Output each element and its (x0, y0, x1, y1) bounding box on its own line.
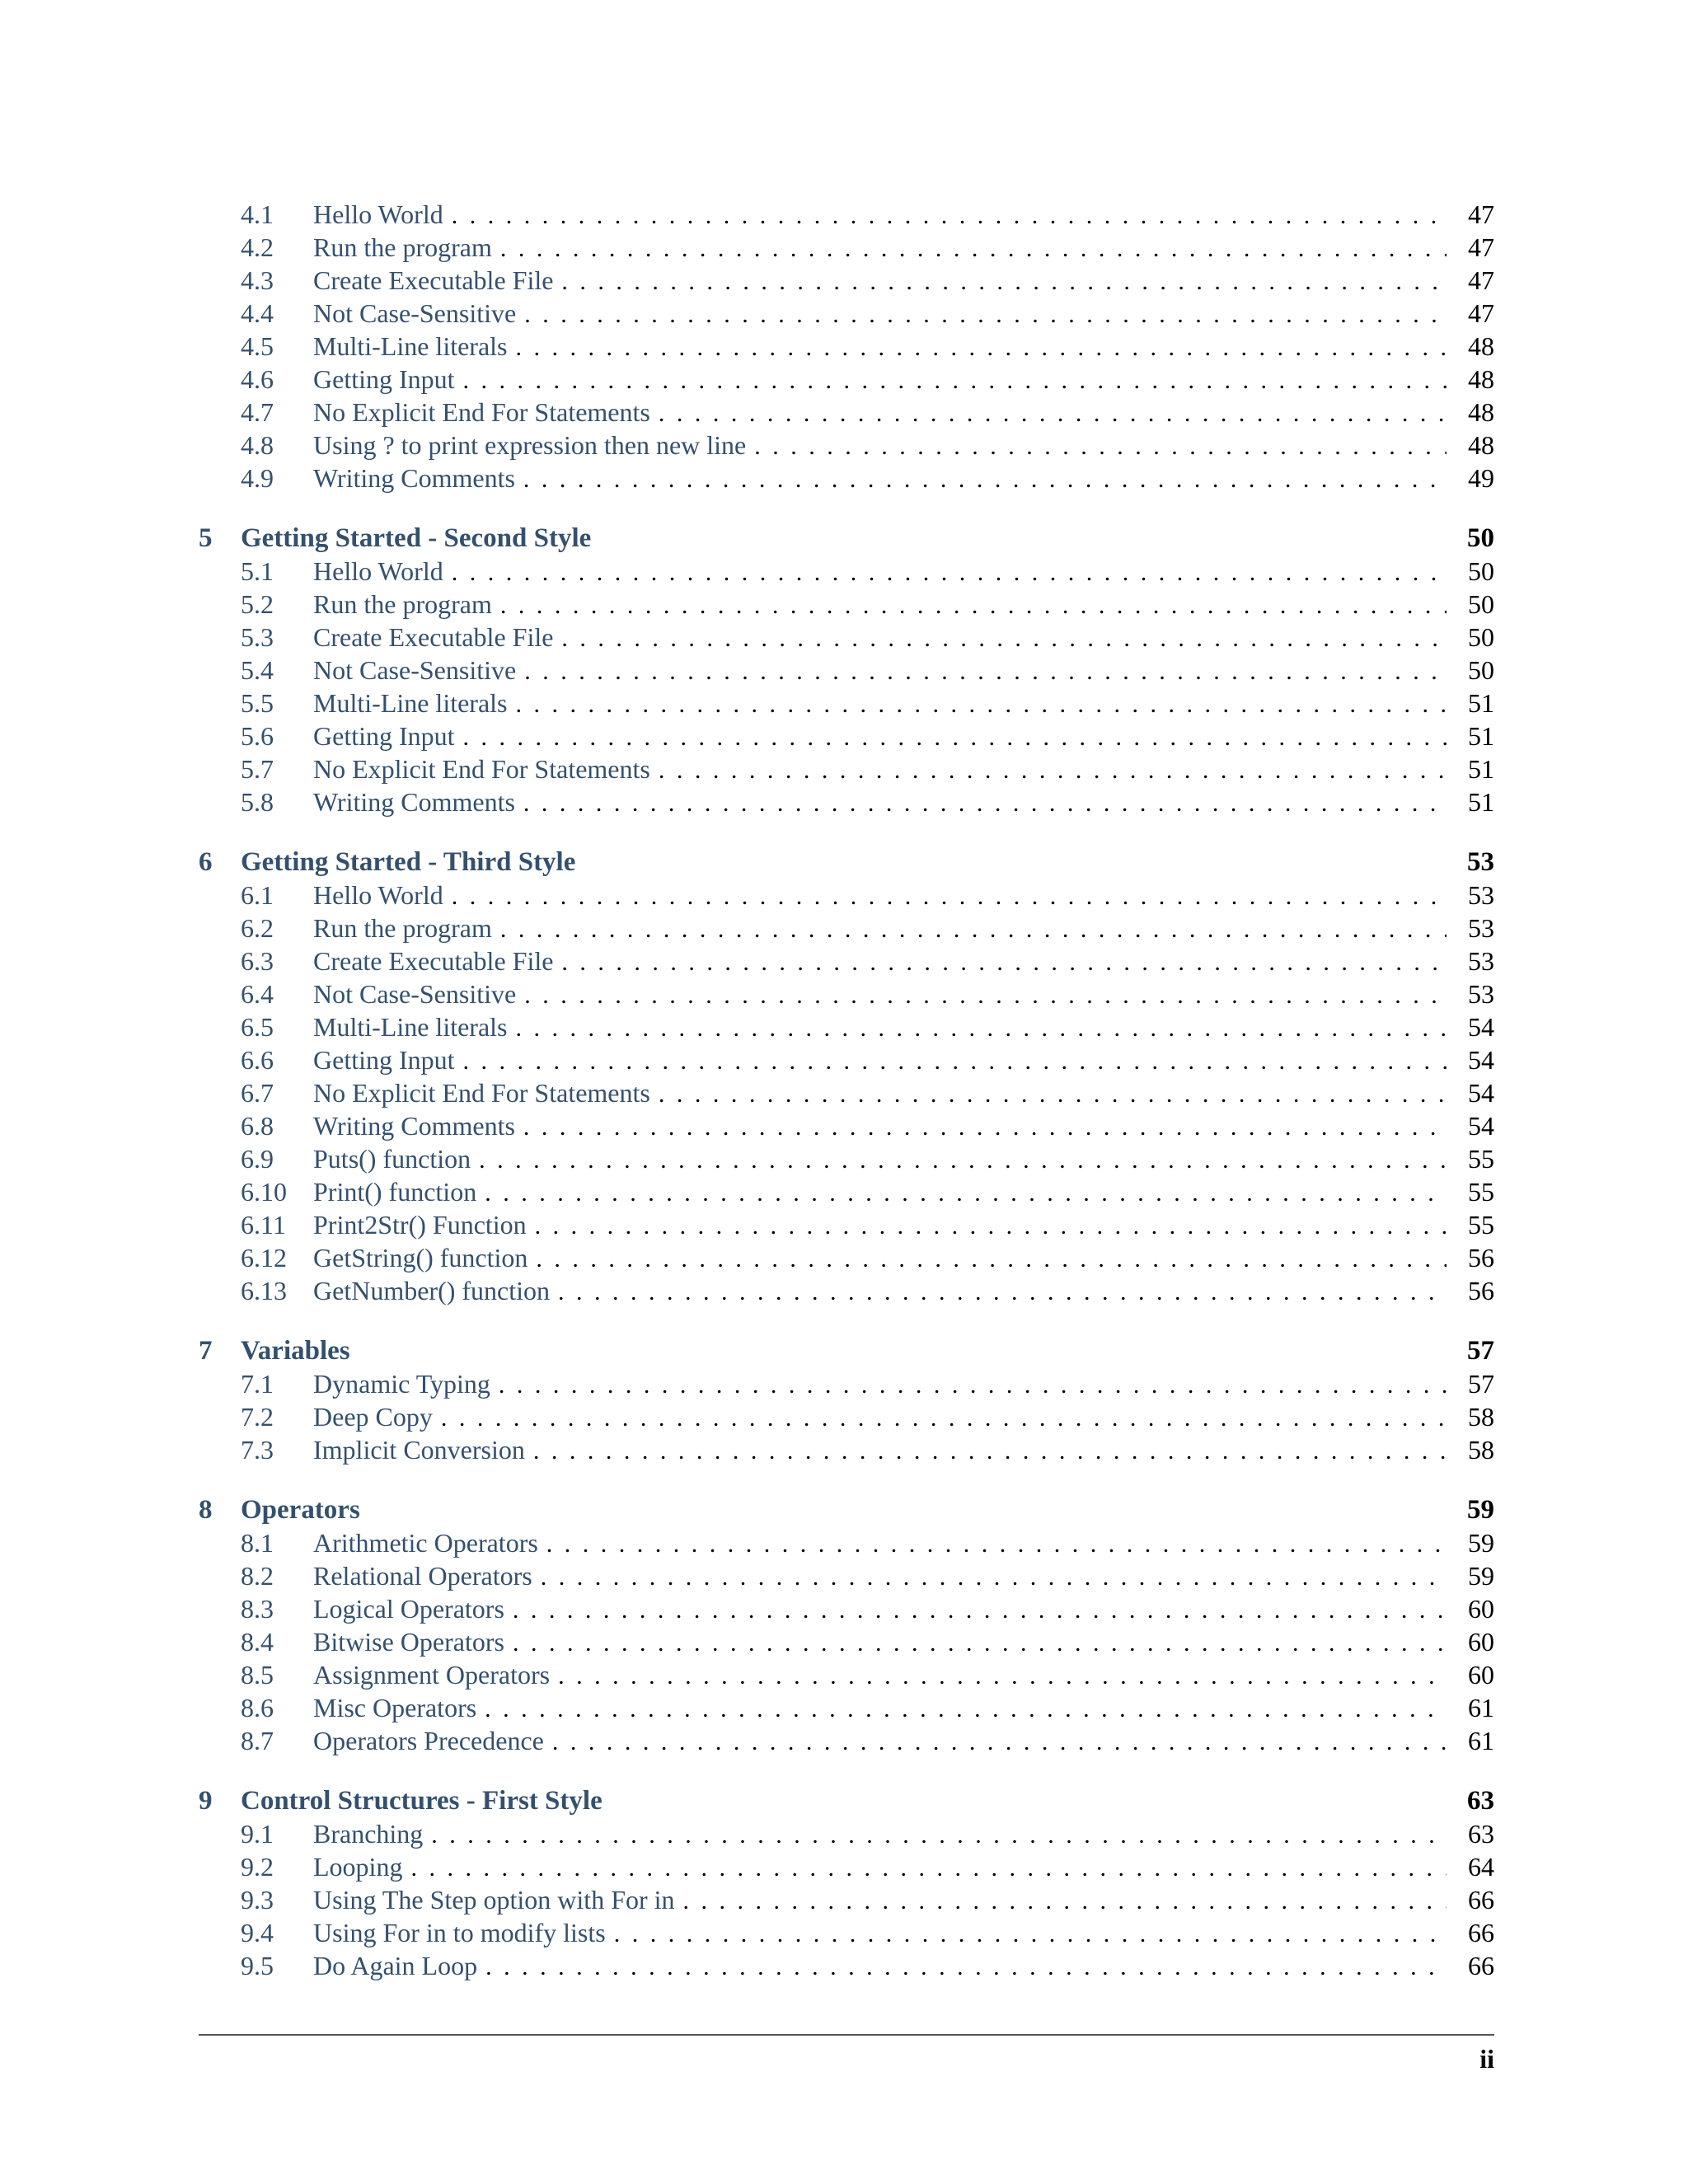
section-title: Not Case-Sensitive (313, 298, 517, 328)
section-number: 6.5 (241, 1012, 274, 1042)
table-of-contents (199, 199, 1494, 1984)
section-title: Deep Copy (313, 1402, 433, 1432)
section-title: Branching (313, 1819, 424, 1849)
dot-leader (541, 1563, 1447, 1591)
chapter-page: 59 (1467, 1495, 1494, 1525)
section-page: 63 (1468, 1819, 1494, 1849)
section-title: Multi-Line literals (313, 688, 508, 718)
section-page: 54 (1468, 1012, 1494, 1042)
section-title: GetNumber() function (313, 1276, 551, 1305)
section-title: Using For in to modify lists (313, 1918, 606, 1947)
dot-leader (659, 1080, 1447, 1108)
section-page: 53 (1468, 946, 1494, 976)
toc-section-link[interactable] (199, 1276, 1494, 1309)
section-title: Assignment Operators (313, 1660, 551, 1690)
chapter-page: 53 (1467, 847, 1494, 877)
section-number: 4.7 (241, 397, 274, 427)
dot-leader (546, 1530, 1447, 1558)
section-page: 54 (1468, 1078, 1494, 1108)
dot-leader (533, 1437, 1447, 1465)
section-number: 7.2 (241, 1402, 274, 1432)
dot-leader (524, 301, 1447, 329)
section-number: 6.3 (241, 946, 274, 976)
section-number: 9.3 (241, 1885, 274, 1915)
chapter-title: Control Structures - First Style (241, 1786, 603, 1816)
section-title: No Explicit End For Statements (313, 1078, 650, 1108)
section-page: 58 (1468, 1402, 1494, 1432)
toc-chapter (199, 199, 1494, 496)
dot-leader (485, 1695, 1447, 1723)
section-number: 6.10 (241, 1177, 287, 1207)
section-title: Writing Comments (313, 1111, 515, 1141)
dot-leader (463, 1047, 1447, 1076)
toc-section-link[interactable] (199, 430, 1494, 463)
section-page: 61 (1468, 1693, 1494, 1722)
toc-section-link[interactable] (199, 232, 1494, 265)
section-number: 8.7 (241, 1726, 274, 1755)
section-page: 51 (1468, 787, 1494, 817)
toc-section-link[interactable] (199, 1594, 1494, 1627)
section-title: Hello World (313, 556, 443, 586)
chapter-heading-link[interactable] (199, 523, 1494, 556)
section-page: 50 (1468, 622, 1494, 652)
dot-leader (523, 1113, 1447, 1141)
section-title: Using ? to print expression then new line (313, 430, 747, 460)
section-title: Print() function (313, 1177, 477, 1207)
section-page: 47 (1468, 199, 1494, 229)
section-page: 54 (1468, 1111, 1494, 1141)
toc-chapter (199, 1336, 1494, 1468)
section-title: Run the program (313, 589, 492, 619)
toc-section-link[interactable] (199, 1210, 1494, 1243)
section-page: 60 (1468, 1594, 1494, 1624)
section-number: 9.5 (241, 1951, 274, 1980)
dot-leader (561, 268, 1447, 296)
section-number: 6.8 (241, 1111, 274, 1141)
toc-section-link[interactable] (199, 1012, 1494, 1045)
section-page: 64 (1468, 1852, 1494, 1882)
dot-leader (561, 949, 1447, 977)
section-title: No Explicit End For Statements (313, 754, 650, 784)
section-number: 5.1 (241, 556, 274, 586)
section-title: Implicit Conversion (313, 1435, 525, 1465)
section-title: Operators Precedence (313, 1726, 544, 1755)
section-number: 6.1 (241, 880, 274, 910)
toc-section-link[interactable] (199, 1561, 1494, 1594)
section-number: 6.12 (241, 1243, 287, 1272)
dot-leader (523, 790, 1447, 818)
section-number: 6.11 (241, 1210, 286, 1240)
section-number: 8.5 (241, 1660, 274, 1690)
dot-leader (410, 1854, 1447, 1882)
section-number: 5.7 (241, 754, 274, 784)
section-page: 47 (1468, 232, 1494, 262)
toc-section-link[interactable] (199, 1111, 1494, 1144)
chapter-heading-link[interactable] (199, 1495, 1494, 1528)
dot-leader (659, 400, 1447, 428)
section-number: 8.2 (241, 1561, 274, 1591)
chapter-number: 6 (199, 847, 213, 877)
toc-chapter (199, 1495, 1494, 1759)
section-title: Writing Comments (313, 787, 515, 817)
dot-leader (513, 1596, 1447, 1624)
section-title: Using The Step option with For in (313, 1885, 675, 1915)
section-page: 59 (1468, 1528, 1494, 1558)
section-number: 5.4 (241, 655, 274, 685)
section-title: Bitwise Operators (313, 1627, 504, 1657)
section-title: Do Again Loop (313, 1951, 478, 1980)
dot-leader (535, 1212, 1447, 1240)
dot-leader (441, 1404, 1447, 1432)
section-page: 51 (1468, 754, 1494, 784)
section-title: GetString() function (313, 1243, 528, 1272)
section-page: 47 (1468, 298, 1494, 328)
section-number: 6.4 (241, 979, 274, 1009)
dot-leader (485, 1953, 1447, 1981)
toc-chapter (199, 523, 1494, 820)
section-title: Create Executable File (313, 622, 554, 652)
section-number: 6.9 (241, 1144, 274, 1174)
dot-leader (614, 1920, 1447, 1948)
section-number: 6.6 (241, 1045, 274, 1075)
toc-section-link[interactable] (199, 913, 1494, 946)
toc-section-link[interactable] (199, 1435, 1494, 1468)
section-page: 60 (1468, 1627, 1494, 1657)
section-page: 57 (1468, 1369, 1494, 1399)
chapter-title: Operators (241, 1495, 360, 1525)
section-page: 50 (1468, 655, 1494, 685)
section-page: 53 (1468, 979, 1494, 1009)
section-page: 48 (1468, 364, 1494, 394)
toc-section-link[interactable] (199, 1918, 1494, 1951)
dot-leader (754, 433, 1447, 461)
section-number: 9.1 (241, 1819, 274, 1849)
section-page: 47 (1468, 265, 1494, 295)
section-title: Not Case-Sensitive (313, 655, 517, 685)
section-number: 4.2 (241, 232, 274, 262)
dot-leader (683, 1887, 1447, 1915)
toc-section-link[interactable] (199, 463, 1494, 496)
dot-leader (463, 367, 1447, 395)
dot-leader (500, 592, 1447, 620)
dot-leader (536, 1245, 1447, 1273)
section-number: 5.2 (241, 589, 274, 619)
section-number: 4.5 (241, 331, 274, 361)
section-title: Hello World (313, 199, 443, 229)
section-page: 53 (1468, 880, 1494, 910)
section-number: 9.2 (241, 1852, 274, 1882)
section-page: 53 (1468, 913, 1494, 943)
section-title: Dynamic Typing (313, 1369, 490, 1399)
dot-leader (452, 559, 1447, 587)
toc-section-link[interactable] (199, 1885, 1494, 1918)
toc-section-link[interactable] (199, 1693, 1494, 1726)
section-page: 55 (1468, 1210, 1494, 1240)
section-number: 4.9 (241, 463, 274, 493)
section-number: 8.6 (241, 1693, 274, 1722)
section-page: 60 (1468, 1660, 1494, 1690)
dot-leader (479, 1146, 1447, 1174)
section-page: 55 (1468, 1144, 1494, 1174)
section-title: Create Executable File (313, 265, 554, 295)
dot-leader (485, 1179, 1447, 1207)
section-page: 48 (1468, 430, 1494, 460)
section-number: 8.3 (241, 1594, 274, 1624)
chapter-heading-link[interactable] (199, 847, 1494, 880)
section-page: 56 (1468, 1243, 1494, 1272)
toc-section-link[interactable] (199, 655, 1494, 688)
chapter-title: Variables (241, 1336, 350, 1366)
dot-leader (524, 982, 1447, 1010)
section-page: 54 (1468, 1045, 1494, 1075)
section-page: 51 (1468, 688, 1494, 718)
section-page: 58 (1468, 1435, 1494, 1465)
dot-leader (516, 691, 1447, 719)
toc-section-link[interactable] (199, 265, 1494, 298)
section-number: 9.4 (241, 1918, 274, 1947)
toc-section-link[interactable] (199, 1045, 1494, 1078)
chapter-title: Getting Started - Third Style (241, 847, 576, 877)
toc-section-link[interactable] (199, 787, 1494, 820)
chapter-number: 5 (199, 523, 213, 553)
toc-section-link[interactable] (199, 880, 1494, 913)
section-title: Multi-Line literals (313, 331, 508, 361)
section-number: 5.5 (241, 688, 274, 718)
section-number: 5.8 (241, 787, 274, 817)
section-title: Not Case-Sensitive (313, 979, 517, 1009)
dot-leader (558, 1278, 1447, 1306)
toc-section-link[interactable] (199, 1177, 1494, 1210)
toc-section-link[interactable] (199, 1528, 1494, 1561)
toc-section-link[interactable] (199, 1726, 1494, 1759)
toc-section-link[interactable] (199, 1369, 1494, 1402)
toc-section-link[interactable] (199, 721, 1494, 754)
toc-section-link[interactable] (199, 1243, 1494, 1276)
toc-section-link[interactable] (199, 979, 1494, 1012)
chapter-page: 57 (1467, 1336, 1494, 1366)
chapter-heading-link[interactable] (199, 1336, 1494, 1369)
dot-leader (431, 1821, 1447, 1849)
page-number: ii (1479, 2044, 1494, 2074)
section-number: 4.1 (241, 199, 274, 229)
section-page: 59 (1468, 1561, 1494, 1591)
section-title: Multi-Line literals (313, 1012, 508, 1042)
toc-section-link[interactable] (199, 1078, 1494, 1111)
section-number: 4.4 (241, 298, 274, 328)
toc-section-link[interactable] (199, 946, 1494, 979)
toc-section-link[interactable] (199, 1660, 1494, 1693)
chapter-number: 9 (199, 1786, 213, 1816)
dot-leader (500, 235, 1447, 263)
section-number: 6.2 (241, 913, 274, 943)
section-title: Relational Operators (313, 1561, 532, 1591)
dot-leader (499, 1371, 1447, 1399)
section-number: 4.8 (241, 430, 274, 460)
toc-section-link[interactable] (199, 589, 1494, 622)
section-page: 61 (1468, 1726, 1494, 1755)
toc-section-link[interactable] (199, 688, 1494, 721)
toc-section-link[interactable] (199, 622, 1494, 655)
chapter-heading-link[interactable] (199, 1786, 1494, 1819)
dot-leader (561, 625, 1447, 653)
section-title: Misc Operators (313, 1693, 477, 1722)
section-title: Looping (313, 1852, 403, 1882)
section-title: Run the program (313, 913, 492, 943)
toc-section-link[interactable] (199, 397, 1494, 430)
section-title: Getting Input (313, 364, 455, 394)
chapter-number: 7 (199, 1336, 213, 1366)
section-page: 48 (1468, 331, 1494, 361)
toc-chapter (199, 1786, 1494, 1984)
toc-section-link[interactable] (199, 1852, 1494, 1885)
dot-leader (552, 1728, 1447, 1756)
section-title: Logical Operators (313, 1594, 504, 1624)
section-page: 66 (1468, 1885, 1494, 1915)
toc-section-link[interactable] (199, 331, 1494, 364)
chapter-title: Getting Started - Second Style (241, 523, 592, 553)
toc-section-link[interactable] (199, 199, 1494, 232)
toc-section-link[interactable] (199, 298, 1494, 331)
section-page: 66 (1468, 1918, 1494, 1947)
section-number: 4.6 (241, 364, 274, 394)
section-number: 7.3 (241, 1435, 274, 1465)
section-title: No Explicit End For Statements (313, 397, 650, 427)
section-page: 51 (1468, 721, 1494, 751)
section-number: 8.4 (241, 1627, 274, 1657)
section-title: Writing Comments (313, 463, 515, 493)
section-number: 7.1 (241, 1369, 274, 1399)
dot-leader (500, 916, 1447, 944)
toc-section-link[interactable] (199, 556, 1494, 589)
dot-leader (452, 883, 1447, 911)
section-title: Arithmetic Operators (313, 1528, 538, 1558)
toc-section-link[interactable] (199, 364, 1494, 397)
footer-rule (199, 2034, 1494, 2036)
toc-section-link[interactable] (199, 1819, 1494, 1852)
chapter-page: 50 (1467, 523, 1494, 553)
toc-section-link[interactable] (199, 1627, 1494, 1660)
section-page: 50 (1468, 589, 1494, 619)
dot-leader (516, 1015, 1447, 1043)
section-number: 4.3 (241, 265, 274, 295)
section-title: Run the program (313, 232, 492, 262)
section-title: Getting Input (313, 721, 455, 751)
dot-leader (513, 1629, 1447, 1657)
toc-chapter (199, 847, 1494, 1309)
section-title: Create Executable File (313, 946, 554, 976)
section-number: 8.1 (241, 1528, 274, 1558)
chapter-page: 63 (1467, 1786, 1494, 1816)
section-title: Print2Str() Function (313, 1210, 527, 1240)
dot-leader (463, 724, 1447, 752)
dot-leader (516, 334, 1447, 362)
section-number: 6.13 (241, 1276, 287, 1305)
section-page: 55 (1468, 1177, 1494, 1207)
section-page: 49 (1468, 463, 1494, 493)
section-number: 6.7 (241, 1078, 274, 1108)
dot-leader (452, 202, 1447, 230)
toc-section-link[interactable] (199, 1402, 1494, 1435)
toc-section-link[interactable] (199, 1144, 1494, 1177)
section-title: Getting Input (313, 1045, 455, 1075)
chapter-number: 8 (199, 1495, 213, 1525)
dot-leader (524, 658, 1447, 686)
dot-leader (558, 1662, 1447, 1690)
section-page: 50 (1468, 556, 1494, 586)
dot-leader (659, 757, 1447, 785)
section-number: 5.6 (241, 721, 274, 751)
section-title: Puts() function (313, 1144, 471, 1174)
section-title: Hello World (313, 880, 443, 910)
toc-section-link[interactable] (199, 1951, 1494, 1984)
section-page: 66 (1468, 1951, 1494, 1980)
dot-leader (523, 466, 1447, 494)
toc-section-link[interactable] (199, 754, 1494, 787)
section-page: 56 (1468, 1276, 1494, 1305)
section-page: 48 (1468, 397, 1494, 427)
section-number: 5.3 (241, 622, 274, 652)
